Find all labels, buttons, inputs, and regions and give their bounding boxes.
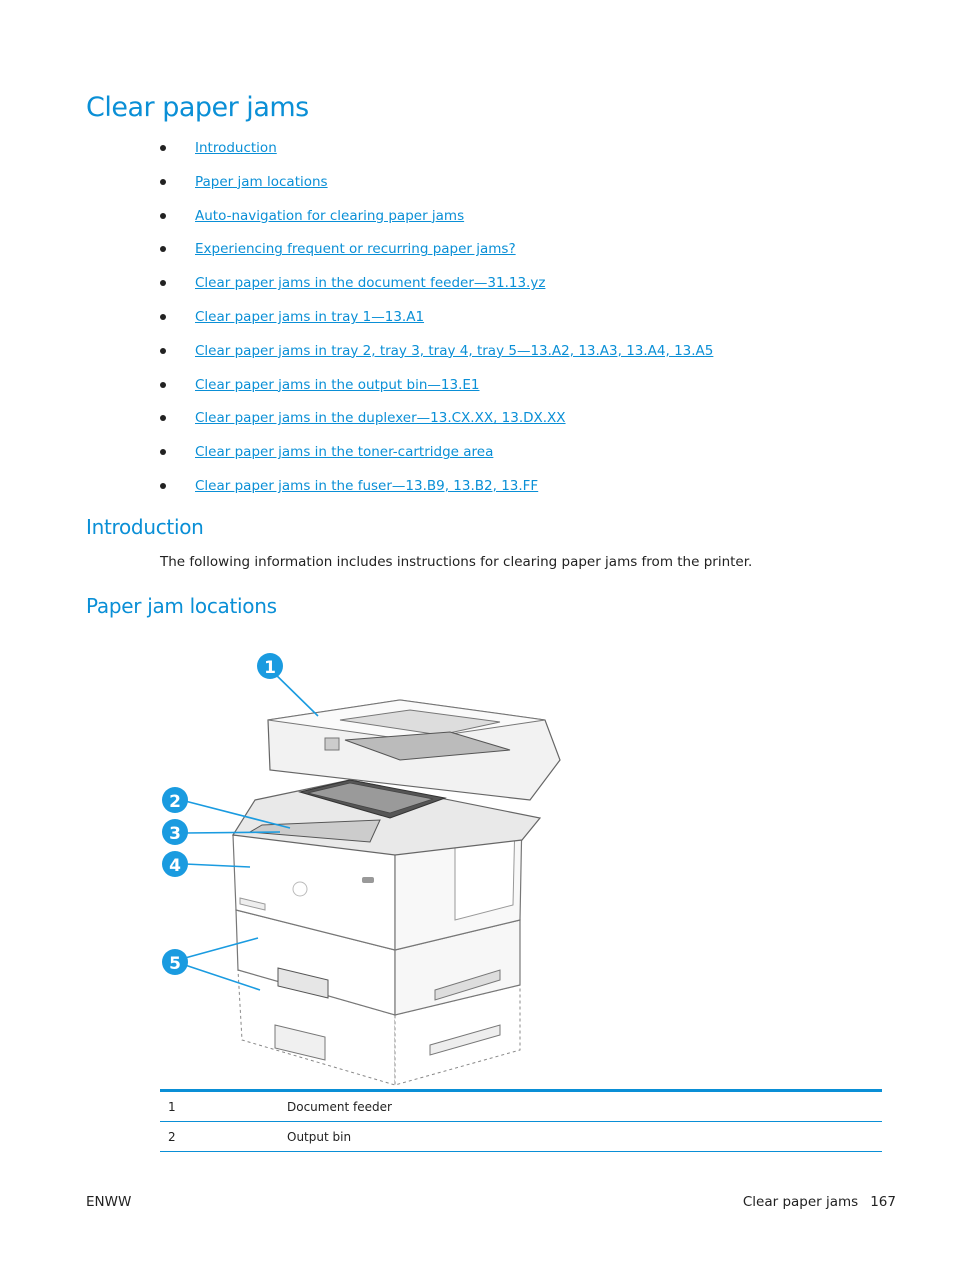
callout-4-label: 4 [169,856,181,876]
toc-link-auto-navigation[interactable]: Auto-navigation for clearing paper jams [195,207,465,224]
toc-link-jam-locations[interactable]: Paper jam locations [195,173,328,190]
bullet-icon [160,145,166,151]
page-number: 167 [870,1194,896,1210]
legend-description: Output bin [287,1129,352,1144]
toc-link-output-bin[interactable]: Clear paper jams in the output bin—13.E1 [195,376,480,393]
bullet-icon [160,348,166,354]
toc-link-trays-2-5[interactable]: Clear paper jams in tray 2, tray 3, tray 4, tray 5—13.A2, 13.A3, 13.A4, 13.A5 [195,342,714,359]
callout-3 [162,819,188,845]
toc-item [160,138,713,172]
callout-3-label: 3 [169,824,181,844]
bullet-icon [160,179,166,185]
legend-number: 2 [168,1129,176,1144]
toc-item [160,442,713,476]
bullet-icon [160,314,166,320]
toc-item [160,273,713,307]
jam-locations-heading: Paper jam locations [86,594,277,618]
bullet-icon [160,415,166,421]
toc-link-toner-area[interactable]: Clear paper jams in the toner-cartridge area [195,444,494,461]
toc-item [160,375,713,409]
toc-item [160,476,713,510]
page-title: Clear paper jams [86,92,309,123]
legend-table [160,1089,882,1152]
toc-link-tray-1[interactable]: Clear paper jams in tray 1—13.A1 [195,308,425,325]
toc-link-introduction[interactable]: Introduction [195,140,277,156]
table-row [160,1092,882,1122]
document-feeder [268,700,560,800]
bullet-icon [160,280,166,286]
bullet-icon [160,382,166,388]
table-row [160,1122,882,1152]
callout-2-label: 2 [169,792,181,812]
bullet-icon [160,246,166,252]
bullet-icon [160,213,166,219]
callout-5-label: 5 [169,954,181,974]
footer-left: ENWW [86,1194,132,1210]
introduction-heading: Introduction [86,515,204,539]
toc-item [160,239,713,273]
callout-4 [162,851,188,877]
toc-link-fuser[interactable]: Clear paper jams in the fuser—13.B9, 13.B2, 13.FF [195,477,539,494]
legend-description: Document feeder [287,1099,392,1114]
introduction-text: The following information includes instructions for clearing paper jams from the printer. [160,554,753,570]
footer-right [743,1194,896,1210]
legend-number: 1 [168,1099,176,1114]
toc-item [160,307,713,341]
toc-item [160,408,713,442]
printer-illustration [150,640,590,1090]
callout-5 [162,949,188,975]
toc-link-frequent-jams[interactable]: Experiencing frequent or recurring paper jams? [195,241,516,258]
table-of-contents [160,138,713,510]
callout-1 [257,653,283,679]
toc-item [160,206,713,240]
toc-item [160,172,713,206]
toc-link-document-feeder[interactable]: Clear paper jams in the document feeder—31.13.yz [195,275,546,292]
toc-link-duplexer[interactable]: Clear paper jams in the duplexer—13.CX.XX, 13.DX.XX [195,410,566,427]
callout-1-label: 1 [264,658,276,678]
footer-section: Clear paper jams [742,1194,859,1210]
callout-2 [162,787,188,813]
bullet-icon [160,483,166,489]
bullet-icon [160,449,166,455]
toc-item [160,341,713,375]
